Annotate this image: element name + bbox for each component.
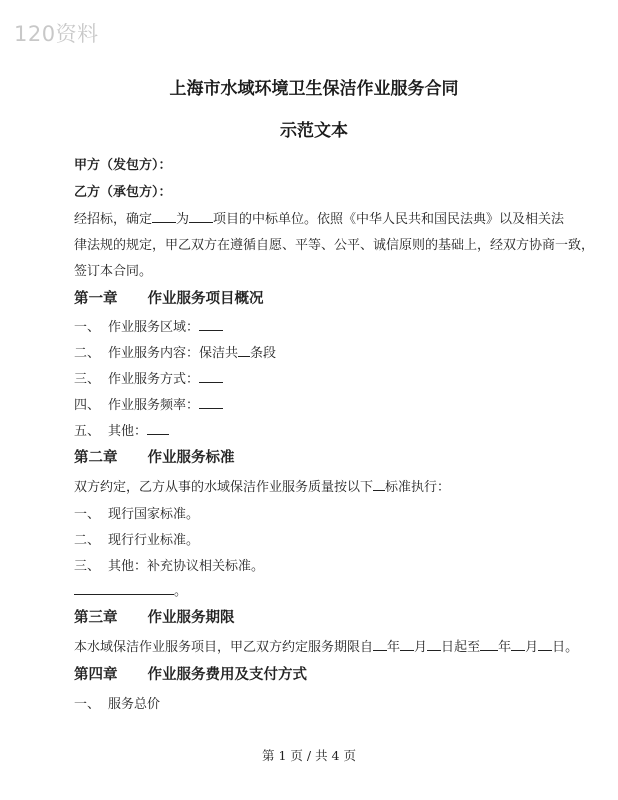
- item-number: 一、: [74, 320, 101, 335]
- intro-text: 为: [176, 212, 190, 227]
- chapter-4-heading: [74, 663, 307, 684]
- item-text: 作业服务内容：保洁共: [108, 346, 239, 361]
- list-item: [74, 342, 276, 361]
- intro-paragraph-line-1: [74, 208, 564, 227]
- blank-field[interactable]: [199, 317, 223, 331]
- item-text: 其他：: [108, 424, 148, 439]
- item-number: 二、: [74, 346, 101, 361]
- list-item: [74, 420, 169, 439]
- item-text: 其他：补充协议相关标准。: [108, 559, 265, 574]
- day-label: 日。: [552, 640, 579, 655]
- item-number: 一、: [74, 507, 101, 522]
- year-label: 年: [387, 640, 401, 655]
- chapter-title: 作业服务项目概况: [147, 290, 264, 307]
- blank-field[interactable]: [373, 637, 387, 651]
- item-number: 三、: [74, 372, 101, 387]
- document-subtitle: 示范文本: [280, 121, 348, 141]
- list-item: [74, 555, 264, 574]
- chapter-2-heading: [74, 446, 235, 467]
- month-label: 月: [414, 640, 428, 655]
- blank-field[interactable]: [238, 343, 250, 357]
- blank-field[interactable]: [74, 582, 174, 595]
- item-text: 现行国家标准。: [108, 507, 200, 522]
- chapter-title: 作业服务费用及支付方式: [147, 666, 307, 683]
- blank-field[interactable]: [400, 637, 414, 651]
- chapter-number: 第四章: [74, 666, 118, 683]
- intro-text: 经招标，确定: [74, 212, 153, 227]
- day-label: 日: [441, 640, 455, 655]
- year-label: 年: [498, 640, 512, 655]
- watermark-logo: 120资料: [14, 22, 99, 46]
- item-number: 一、: [74, 697, 101, 712]
- end-mark: 。: [174, 584, 188, 599]
- chapter-number: 第一章: [74, 290, 118, 307]
- blank-field[interactable]: [199, 395, 223, 409]
- party-b-label: 乙方（承包方）：: [74, 185, 172, 200]
- service-term-line: [74, 636, 578, 655]
- item-number: 二、: [74, 533, 101, 548]
- item-number: 三、: [74, 559, 101, 574]
- term-text: 起至: [454, 640, 481, 655]
- item-text: 作业服务区域：: [108, 320, 200, 335]
- chapter-3-heading: [74, 606, 235, 627]
- blank-field[interactable]: [189, 209, 213, 223]
- list-item: [74, 503, 199, 522]
- blank-field[interactable]: [480, 637, 498, 651]
- list-item: [74, 394, 223, 413]
- list-item: [74, 368, 223, 387]
- chapter-2-intro: [74, 476, 450, 495]
- item-number: 四、: [74, 398, 101, 413]
- item-number: 五、: [74, 424, 101, 439]
- blank-field[interactable]: [373, 477, 385, 491]
- item-text: 作业服务频率：: [108, 398, 200, 413]
- term-text: 本水域保洁作业服务项目，甲乙双方约定服务期限自: [74, 640, 374, 655]
- item-text: 条段: [250, 346, 277, 361]
- month-label: 月: [525, 640, 539, 655]
- blank-field[interactable]: [152, 209, 176, 223]
- party-a-label: 甲方（发包方）：: [74, 158, 172, 173]
- item-text: 作业服务方式：: [108, 372, 200, 387]
- supplement-blank-line: [74, 580, 187, 599]
- chapter-title: 作业服务期限: [147, 609, 235, 626]
- intro-text: 项目的中标单位。依照《中华人民共和国民法典》以及相关法: [213, 212, 565, 227]
- blank-field[interactable]: [538, 637, 552, 651]
- item-text: 服务总价: [108, 697, 161, 712]
- page-number-footer: 第 1 页 / 共 4 页: [262, 748, 356, 763]
- blank-field[interactable]: [511, 637, 525, 651]
- chapter-number: 第二章: [74, 449, 118, 466]
- intro-text: 标准执行：: [385, 480, 451, 495]
- list-item: [74, 316, 223, 335]
- blank-field[interactable]: [199, 369, 223, 383]
- list-item: [74, 529, 199, 548]
- chapter-1-heading: [74, 287, 264, 308]
- list-item: [74, 693, 160, 712]
- document-title: 上海市水域环境卫生保洁作业服务合同: [169, 79, 459, 99]
- intro-paragraph-line-2: 律法规的规定，甲乙双方在遵循自愿、平等、公平、诚信原则的基础上，经双方协商一致，: [74, 238, 595, 253]
- blank-field[interactable]: [427, 637, 441, 651]
- chapter-number: 第三章: [74, 609, 118, 626]
- item-text: 现行行业标准。: [108, 533, 200, 548]
- intro-text: 双方约定，乙方从事的水域保洁作业服务质量按以下: [74, 480, 374, 495]
- chapter-title: 作业服务标准: [147, 449, 235, 466]
- blank-field[interactable]: [147, 421, 169, 435]
- intro-paragraph-line-3: 签订本合同。: [74, 264, 153, 279]
